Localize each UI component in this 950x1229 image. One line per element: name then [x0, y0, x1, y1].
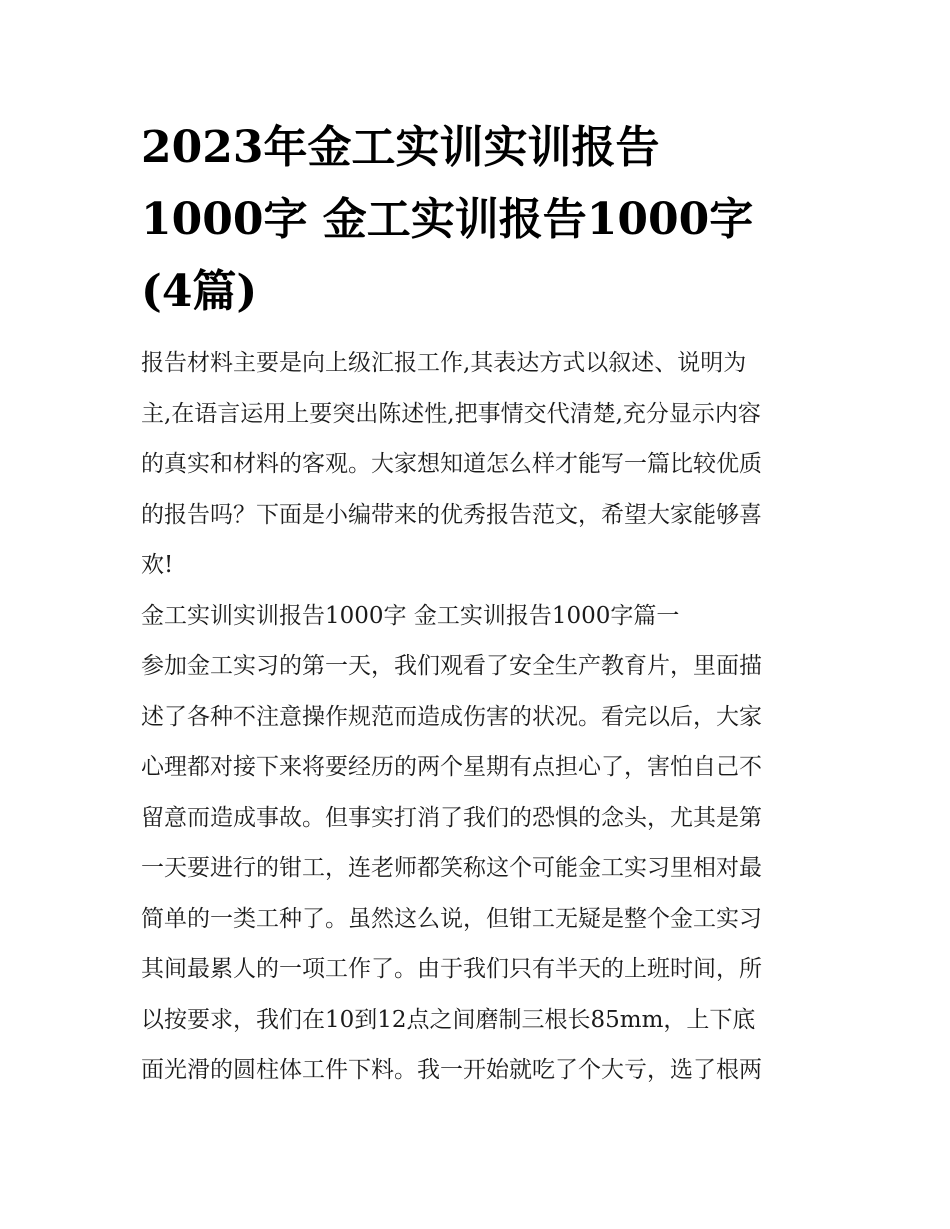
title-line: 1000字 金工实训报告1000字: [141, 194, 754, 245]
body-line: 其间最累人的一项工作了。由于我们只有半天的上班时间，所: [141, 956, 762, 982]
body-line: 参加金工实习的第一天，我们观看了安全生产教育片，里面描: [141, 653, 762, 679]
title-line: 2023年金工实训实训报告: [141, 122, 660, 173]
intro-paragraph: [141, 338, 813, 591]
intro-line: 欢!: [141, 552, 174, 578]
body-line: 简单的一类工种了。虽然这么说，但钳工无疑是整个金工实习: [141, 905, 762, 932]
body-line: 面光滑的圆柱体工件下料。我一开始就吃了个大亏，选了根两: [141, 1057, 762, 1083]
body-line: 心理都对接下来将要经历的两个星期有点担心了，害怕自己不: [141, 754, 762, 780]
title-line: (4篇): [141, 266, 258, 317]
document-content: [141, 112, 813, 1096]
intro-line: 主,在语言运用上要突出陈述性,把事情交代清楚,充分显示内容: [141, 400, 761, 427]
body-line: 述了各种不注意操作规范而造成伤害的状况。看完以后，大家: [141, 703, 762, 730]
body-paragraph: [141, 641, 813, 1096]
document-title: [141, 112, 813, 328]
body-line: 以按要求，我们在10到12点之间磨制三根长85mm，上下底: [141, 1006, 756, 1033]
body-line: 留意而造成事故。但事实打消了我们的恐惧的念头，尤其是第: [141, 804, 762, 831]
body-line: 一天要进行的钳工，连老师都笑称这个可能金工实习里相对最: [141, 855, 762, 881]
intro-line: 的真实和材料的客观。大家想知道怎么样才能写一篇比较优质: [141, 451, 762, 477]
intro-line: 的报告吗？下面是小编带来的优秀报告范文，希望大家能够喜: [141, 501, 762, 528]
intro-line: 报告材料主要是向上级汇报工作,其表达方式以叙述、说明为: [141, 350, 747, 376]
section-heading: 金工实训实训报告1000字 金工实训报告1000字篇一: [141, 602, 680, 629]
